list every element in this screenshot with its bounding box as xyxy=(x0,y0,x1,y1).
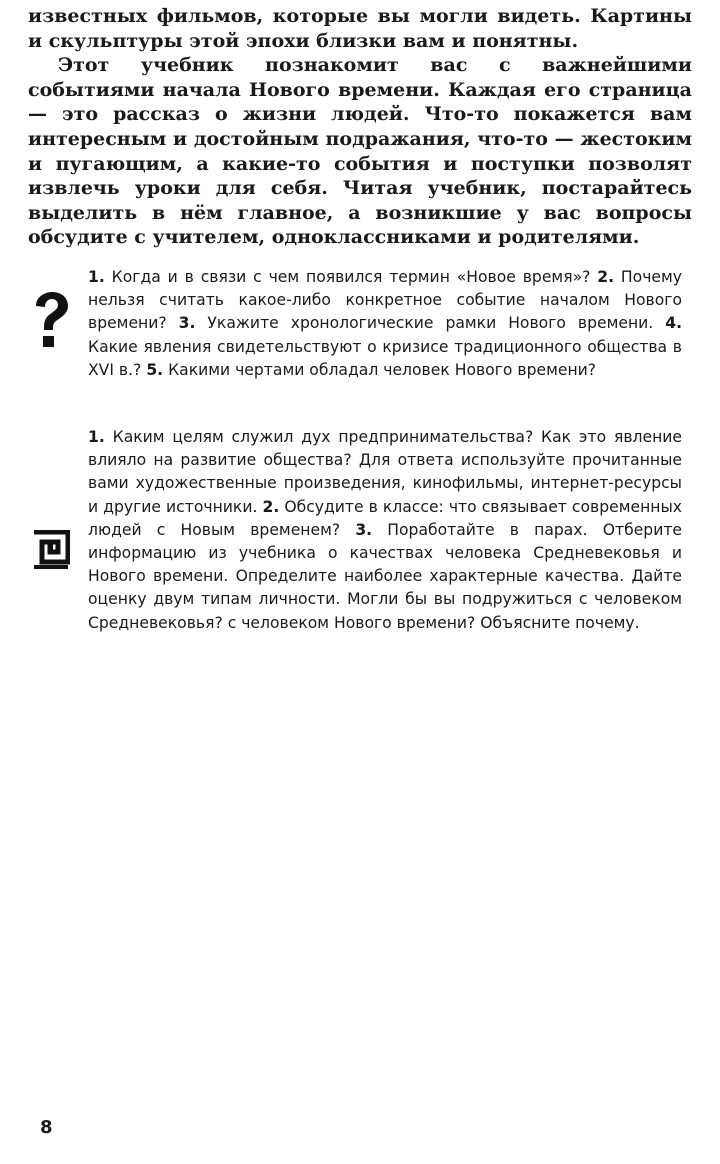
page-number: 8 xyxy=(40,1117,53,1138)
intro-text xyxy=(28,4,692,250)
question-mark-icon xyxy=(30,292,70,352)
task-item: 2. Обсудите в классе: что связывает современных людей с Новым временем? xyxy=(88,497,683,539)
question-item: 5. Какими чертами обладал человек Нового времени? xyxy=(146,360,597,379)
question-item: 2. Почему нельзя считать какое-либо конкретное событие началом Нового времени? xyxy=(88,268,682,333)
task-item: 3. Поработайте в парах. Отберите информацию из учебника о качествах человека Средневековья и Нового времени. Определите наиболее характерные качества. Дайте оценку двум типам личности. Могли бы вы подружиться с человеком Средневековья? с человеком Нового времени? Объясните почему. xyxy=(88,520,683,632)
question-item: 3. Укажите хронологические рамки Нового времени. xyxy=(178,314,654,333)
tasks-block xyxy=(88,426,682,635)
questions-block xyxy=(88,266,682,382)
intro-paragraph-2: Этот учебник познакомит вас с важнейшими событиями начала Нового времени. Каждая его страница — это рассказ о жизни людей. Что-то покажется вам интересным и достойным подражания, что-то — жестоким и пугающим, а какие-то события и поступки позволят извлечь уроки для себя. Читая учебник, постарайтесь выделить в нём главное, а возникшие у вас вопросы обсудите с учителем, одноклассниками и родителями. xyxy=(28,54,692,249)
task-item: 1. Каким целям служил дух предпринимательства? Как это явление влияло на развитие общества? Для ответа используйте прочитанные вами художественные произведения, кинофильмы, интернет-ресурсы и другие источники. xyxy=(88,428,682,516)
question-item: 1. Когда и в связи с чем появился термин «Новое время»? xyxy=(88,268,591,286)
intro-paragraph-1: известных фильмов, которые вы могли видеть. Картины и скульптуры этой эпохи близки вам и понятны. xyxy=(28,5,692,52)
question-item: 4. Какие явления свидетельствуют о кризисе традиционного общества в XVI в.? xyxy=(88,314,682,379)
meander-task-icon xyxy=(32,530,70,570)
